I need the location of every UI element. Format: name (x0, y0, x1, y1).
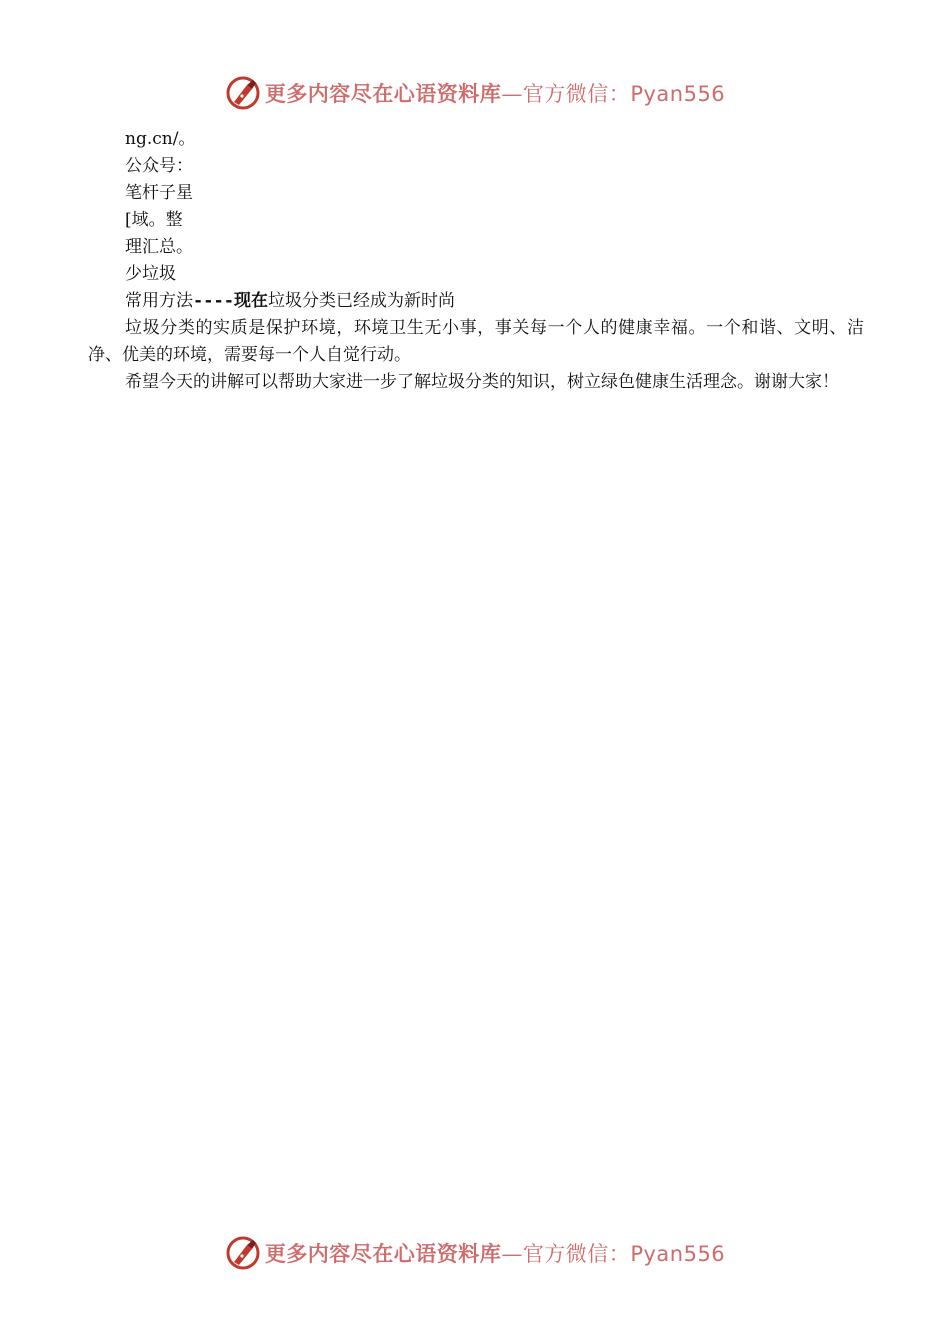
footer-wechat-label: 官方微信： (522, 1242, 631, 1266)
paragraph: 垃圾分类的实质是保护环境，环境卫生无小事，事关每一个人的健康幸福。一个和谐、文明、洁净、优美的环境，需要每一个人自觉行动。 (88, 318, 864, 365)
footer-title: 更多内容尽在心语资料库 (264, 1241, 502, 1266)
text-line: ng.cn/。 (125, 129, 196, 149)
method-line (88, 288, 864, 315)
method-dashes: ---- (193, 291, 234, 311)
text-line: 少垃圾 (125, 264, 176, 284)
text-line: 理汇总。 (125, 237, 193, 257)
method-rest: 垃圾分类已经成为新时尚 (267, 291, 455, 311)
footer-dash: — (501, 1242, 523, 1266)
header-banner (0, 73, 950, 113)
header-dash: — (501, 82, 523, 106)
footer-banner-text (265, 1238, 725, 1268)
method-prefix: 常用方法 (125, 291, 193, 311)
pen-nib-logo-icon (225, 75, 261, 111)
paragraph: 希望今天的讲解可以帮助大家进一步了解垃圾分类的知识，树立绿色健康生活理念。谢谢大家！ (125, 372, 839, 392)
header-banner-text (265, 78, 725, 108)
pen-nib-logo-icon (225, 1235, 261, 1271)
text-line: 笔杆子星 (125, 183, 193, 203)
text-line: 公众号： (125, 156, 193, 176)
footer-wechat-id: Pyan556 (630, 1242, 726, 1266)
header-wechat-id: Pyan556 (630, 82, 726, 106)
header-title: 更多内容尽在心语资料库 (264, 81, 502, 106)
document-body (88, 126, 864, 396)
header-wechat-label: 官方微信： (522, 82, 631, 106)
footer-banner (0, 1233, 950, 1273)
text-line: [域。整 (125, 210, 183, 230)
method-bold: 现在 (233, 291, 268, 311)
